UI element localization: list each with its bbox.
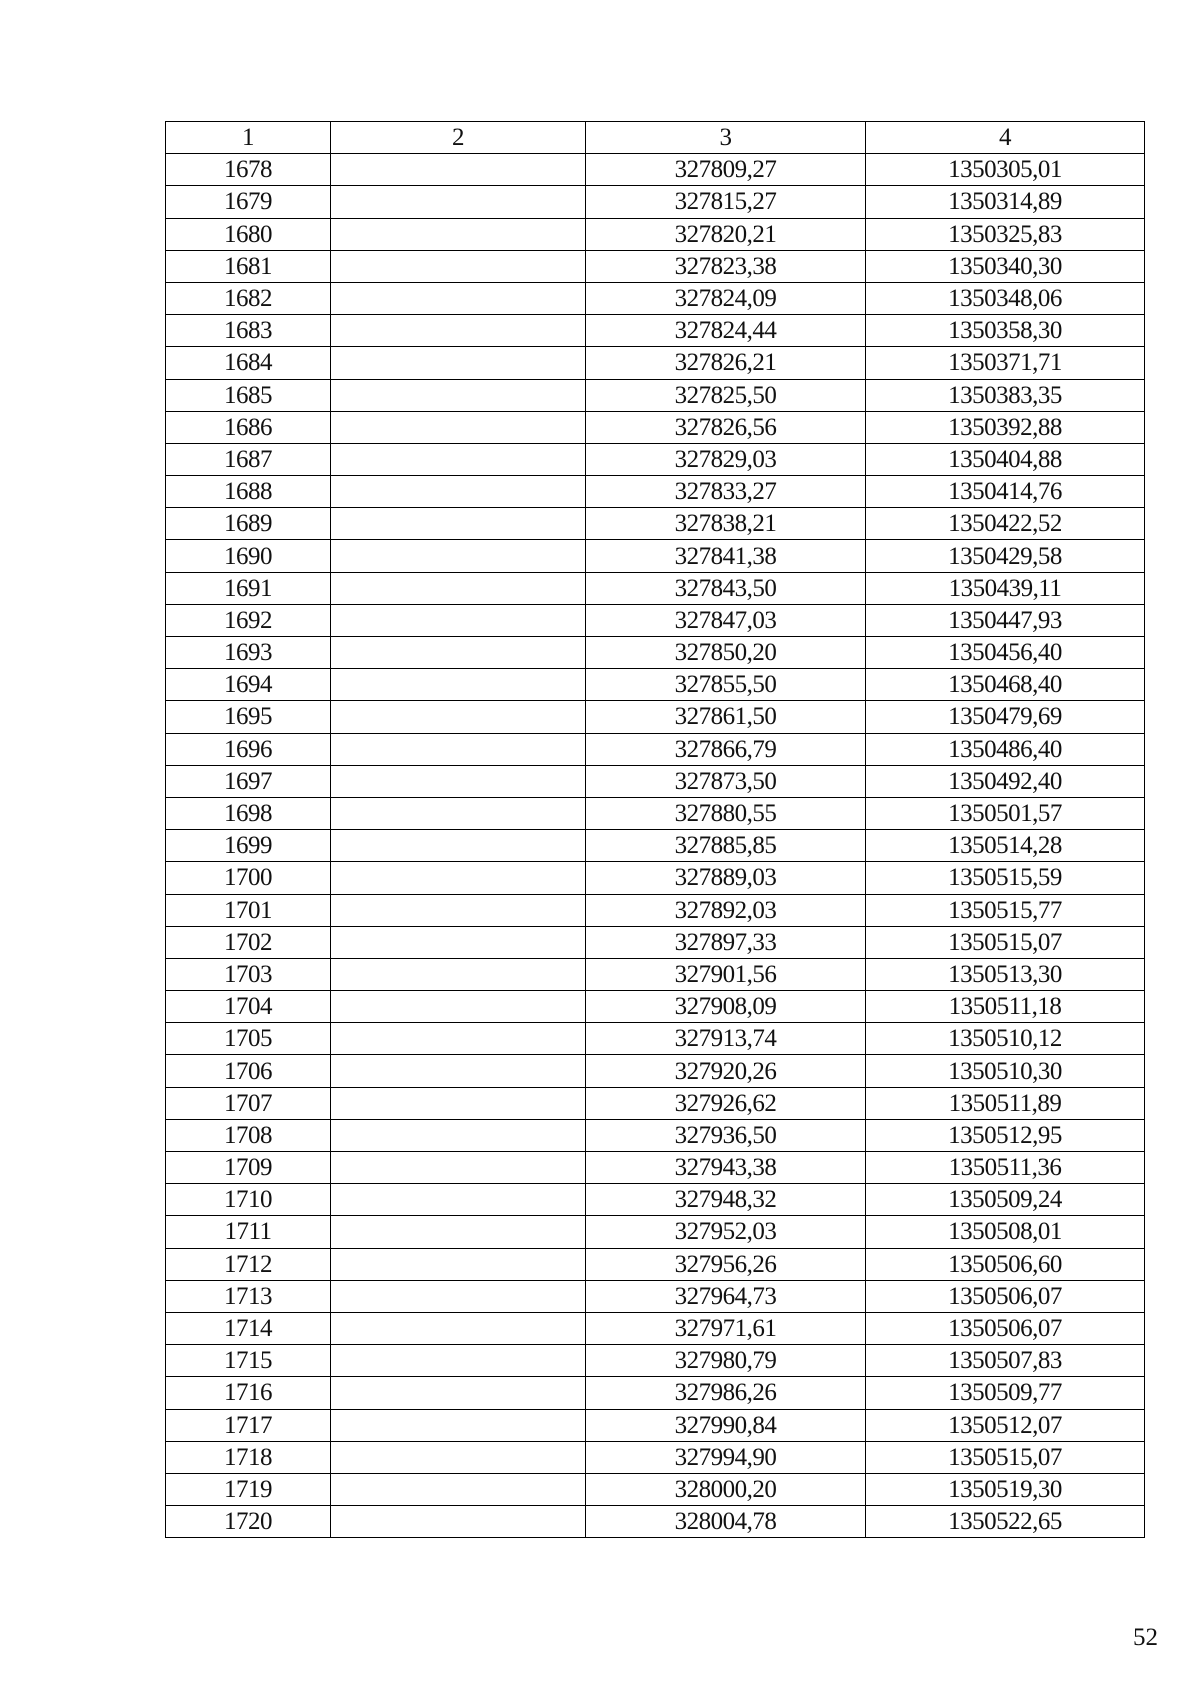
column-2-cell xyxy=(331,604,586,636)
point-number-cell: 1708 xyxy=(166,1119,331,1151)
column-header-2: 2 xyxy=(331,122,586,154)
y-coordinate-cell: 1350429,58 xyxy=(866,540,1145,572)
column-header-3: 3 xyxy=(586,122,866,154)
point-number-cell: 1699 xyxy=(166,830,331,862)
point-number-cell: 1688 xyxy=(166,476,331,508)
point-number-cell: 1702 xyxy=(166,926,331,958)
x-coordinate-cell: 327809,27 xyxy=(586,154,866,186)
point-number-cell: 1707 xyxy=(166,1087,331,1119)
point-number-cell: 1678 xyxy=(166,154,331,186)
table-row xyxy=(166,282,1145,314)
point-number-cell: 1714 xyxy=(166,1312,331,1344)
y-coordinate-cell: 1350510,30 xyxy=(866,1055,1145,1087)
point-number-cell: 1696 xyxy=(166,733,331,765)
table-row xyxy=(166,347,1145,379)
table-row xyxy=(166,669,1145,701)
table-row xyxy=(166,991,1145,1023)
point-number-cell: 1700 xyxy=(166,862,331,894)
point-number-cell: 1711 xyxy=(166,1216,331,1248)
table-row xyxy=(166,862,1145,894)
point-number-cell: 1692 xyxy=(166,604,331,636)
page-number: 52 xyxy=(1133,1624,1158,1651)
column-2-cell xyxy=(331,926,586,958)
table-row xyxy=(166,411,1145,443)
point-number-cell: 1706 xyxy=(166,1055,331,1087)
table-row xyxy=(166,1184,1145,1216)
x-coordinate-cell: 327936,50 xyxy=(586,1119,866,1151)
point-number-cell: 1698 xyxy=(166,797,331,829)
y-coordinate-cell: 1350371,71 xyxy=(866,347,1145,379)
x-coordinate-cell: 327838,21 xyxy=(586,508,866,540)
point-number-cell: 1686 xyxy=(166,411,331,443)
x-coordinate-cell: 327948,32 xyxy=(586,1184,866,1216)
table-row xyxy=(166,1409,1145,1441)
x-coordinate-cell: 327825,50 xyxy=(586,379,866,411)
column-2-cell xyxy=(331,1280,586,1312)
table-row xyxy=(166,1216,1145,1248)
table-row xyxy=(166,379,1145,411)
point-number-cell: 1712 xyxy=(166,1248,331,1280)
y-coordinate-cell: 1350522,65 xyxy=(866,1506,1145,1538)
y-coordinate-cell: 1350512,07 xyxy=(866,1409,1145,1441)
x-coordinate-cell: 327829,03 xyxy=(586,443,866,475)
table-row xyxy=(166,572,1145,604)
column-2-cell xyxy=(331,862,586,894)
x-coordinate-cell: 327956,26 xyxy=(586,1248,866,1280)
x-coordinate-cell: 328004,78 xyxy=(586,1506,866,1538)
point-number-cell: 1683 xyxy=(166,315,331,347)
x-coordinate-cell: 327866,79 xyxy=(586,733,866,765)
point-number-cell: 1695 xyxy=(166,701,331,733)
column-2-cell xyxy=(331,1345,586,1377)
column-2-cell xyxy=(331,1087,586,1119)
header-row xyxy=(166,122,1145,154)
y-coordinate-cell: 1350314,89 xyxy=(866,186,1145,218)
x-coordinate-cell: 327920,26 xyxy=(586,1055,866,1087)
x-coordinate-cell: 327901,56 xyxy=(586,958,866,990)
table-row xyxy=(166,476,1145,508)
x-coordinate-cell: 327986,26 xyxy=(586,1377,866,1409)
table-row xyxy=(166,218,1145,250)
table-row xyxy=(166,1119,1145,1151)
table-row xyxy=(166,186,1145,218)
table-row xyxy=(166,1152,1145,1184)
table-row xyxy=(166,1248,1145,1280)
column-2-cell xyxy=(331,508,586,540)
point-number-cell: 1710 xyxy=(166,1184,331,1216)
column-2-cell xyxy=(331,894,586,926)
x-coordinate-cell: 327826,21 xyxy=(586,347,866,379)
point-number-cell: 1713 xyxy=(166,1280,331,1312)
table-row xyxy=(166,1055,1145,1087)
column-2-cell xyxy=(331,1473,586,1505)
x-coordinate-cell: 327980,79 xyxy=(586,1345,866,1377)
column-2-cell xyxy=(331,830,586,862)
y-coordinate-cell: 1350422,52 xyxy=(866,508,1145,540)
x-coordinate-cell: 327850,20 xyxy=(586,637,866,669)
table-row xyxy=(166,1312,1145,1344)
table-row xyxy=(166,1441,1145,1473)
y-coordinate-cell: 1350511,89 xyxy=(866,1087,1145,1119)
y-coordinate-cell: 1350456,40 xyxy=(866,637,1145,669)
x-coordinate-cell: 327885,85 xyxy=(586,830,866,862)
x-coordinate-cell: 327824,44 xyxy=(586,315,866,347)
table-row xyxy=(166,733,1145,765)
column-2-cell xyxy=(331,411,586,443)
x-coordinate-cell: 327861,50 xyxy=(586,701,866,733)
y-coordinate-cell: 1350507,83 xyxy=(866,1345,1145,1377)
point-number-cell: 1717 xyxy=(166,1409,331,1441)
point-number-cell: 1694 xyxy=(166,669,331,701)
table-row xyxy=(166,604,1145,636)
y-coordinate-cell: 1350515,07 xyxy=(866,1441,1145,1473)
x-coordinate-cell: 327990,84 xyxy=(586,1409,866,1441)
column-2-cell xyxy=(331,991,586,1023)
column-2-cell xyxy=(331,1409,586,1441)
x-coordinate-cell: 327889,03 xyxy=(586,862,866,894)
x-coordinate-cell: 327833,27 xyxy=(586,476,866,508)
column-2-cell xyxy=(331,1506,586,1538)
table-row xyxy=(166,315,1145,347)
point-number-cell: 1715 xyxy=(166,1345,331,1377)
point-number-cell: 1704 xyxy=(166,991,331,1023)
x-coordinate-cell: 328000,20 xyxy=(586,1473,866,1505)
x-coordinate-cell: 327994,90 xyxy=(586,1441,866,1473)
y-coordinate-cell: 1350404,88 xyxy=(866,443,1145,475)
column-2-cell xyxy=(331,540,586,572)
x-coordinate-cell: 327873,50 xyxy=(586,765,866,797)
y-coordinate-cell: 1350509,77 xyxy=(866,1377,1145,1409)
y-coordinate-cell: 1350515,59 xyxy=(866,862,1145,894)
table-row xyxy=(166,1473,1145,1505)
column-2-cell xyxy=(331,250,586,282)
y-coordinate-cell: 1350479,69 xyxy=(866,701,1145,733)
y-coordinate-cell: 1350506,07 xyxy=(866,1312,1145,1344)
y-coordinate-cell: 1350492,40 xyxy=(866,765,1145,797)
column-2-cell xyxy=(331,572,586,604)
column-header-4: 4 xyxy=(866,122,1145,154)
point-number-cell: 1689 xyxy=(166,508,331,540)
x-coordinate-cell: 327913,74 xyxy=(586,1023,866,1055)
column-2-cell xyxy=(331,476,586,508)
x-coordinate-cell: 327815,27 xyxy=(586,186,866,218)
column-2-cell xyxy=(331,1023,586,1055)
y-coordinate-cell: 1350510,12 xyxy=(866,1023,1145,1055)
point-number-cell: 1697 xyxy=(166,765,331,797)
point-number-cell: 1701 xyxy=(166,894,331,926)
y-coordinate-cell: 1350514,28 xyxy=(866,830,1145,862)
x-coordinate-cell: 327908,09 xyxy=(586,991,866,1023)
point-number-cell: 1687 xyxy=(166,443,331,475)
column-2-cell xyxy=(331,958,586,990)
table-row xyxy=(166,508,1145,540)
point-number-cell: 1720 xyxy=(166,1506,331,1538)
x-coordinate-cell: 327823,38 xyxy=(586,250,866,282)
column-header-1: 1 xyxy=(166,122,331,154)
point-number-cell: 1703 xyxy=(166,958,331,990)
x-coordinate-cell: 327971,61 xyxy=(586,1312,866,1344)
table-row xyxy=(166,926,1145,958)
y-coordinate-cell: 1350506,07 xyxy=(866,1280,1145,1312)
table-row xyxy=(166,830,1145,862)
column-2-cell xyxy=(331,347,586,379)
table-row xyxy=(166,1023,1145,1055)
table-row xyxy=(166,154,1145,186)
y-coordinate-cell: 1350511,36 xyxy=(866,1152,1145,1184)
y-coordinate-cell: 1350515,07 xyxy=(866,926,1145,958)
column-2-cell xyxy=(331,186,586,218)
table-row xyxy=(166,765,1145,797)
point-number-cell: 1718 xyxy=(166,1441,331,1473)
x-coordinate-cell: 327897,33 xyxy=(586,926,866,958)
column-2-cell xyxy=(331,1055,586,1087)
y-coordinate-cell: 1350515,77 xyxy=(866,894,1145,926)
column-2-cell xyxy=(331,733,586,765)
x-coordinate-cell: 327943,38 xyxy=(586,1152,866,1184)
coordinates-table xyxy=(165,121,1145,1538)
column-2-cell xyxy=(331,797,586,829)
column-2-cell xyxy=(331,701,586,733)
y-coordinate-cell: 1350519,30 xyxy=(866,1473,1145,1505)
column-2-cell xyxy=(331,282,586,314)
y-coordinate-cell: 1350506,60 xyxy=(866,1248,1145,1280)
y-coordinate-cell: 1350447,93 xyxy=(866,604,1145,636)
point-number-cell: 1680 xyxy=(166,218,331,250)
x-coordinate-cell: 327847,03 xyxy=(586,604,866,636)
y-coordinate-cell: 1350414,76 xyxy=(866,476,1145,508)
column-2-cell xyxy=(331,443,586,475)
y-coordinate-cell: 1350439,11 xyxy=(866,572,1145,604)
x-coordinate-cell: 327855,50 xyxy=(586,669,866,701)
point-number-cell: 1693 xyxy=(166,637,331,669)
column-2-cell xyxy=(331,1312,586,1344)
table-row xyxy=(166,637,1145,669)
point-number-cell: 1682 xyxy=(166,282,331,314)
point-number-cell: 1684 xyxy=(166,347,331,379)
column-2-cell xyxy=(331,637,586,669)
column-2-cell xyxy=(331,765,586,797)
y-coordinate-cell: 1350348,06 xyxy=(866,282,1145,314)
y-coordinate-cell: 1350513,30 xyxy=(866,958,1145,990)
column-2-cell xyxy=(331,1184,586,1216)
point-number-cell: 1685 xyxy=(166,379,331,411)
column-2-cell xyxy=(331,154,586,186)
y-coordinate-cell: 1350486,40 xyxy=(866,733,1145,765)
point-number-cell: 1709 xyxy=(166,1152,331,1184)
point-number-cell: 1705 xyxy=(166,1023,331,1055)
point-number-cell: 1716 xyxy=(166,1377,331,1409)
y-coordinate-cell: 1350509,24 xyxy=(866,1184,1145,1216)
x-coordinate-cell: 327843,50 xyxy=(586,572,866,604)
column-2-cell xyxy=(331,1441,586,1473)
y-coordinate-cell: 1350508,01 xyxy=(866,1216,1145,1248)
x-coordinate-cell: 327826,56 xyxy=(586,411,866,443)
x-coordinate-cell: 327880,55 xyxy=(586,797,866,829)
table-row xyxy=(166,958,1145,990)
x-coordinate-cell: 327820,21 xyxy=(586,218,866,250)
table-row xyxy=(166,894,1145,926)
table-header xyxy=(166,122,1145,154)
column-2-cell xyxy=(331,315,586,347)
column-2-cell xyxy=(331,1152,586,1184)
y-coordinate-cell: 1350305,01 xyxy=(866,154,1145,186)
column-2-cell xyxy=(331,1248,586,1280)
table-row xyxy=(166,443,1145,475)
column-2-cell xyxy=(331,218,586,250)
table-row xyxy=(166,540,1145,572)
table-row xyxy=(166,1280,1145,1312)
table-body xyxy=(166,154,1145,1538)
table-row xyxy=(166,1506,1145,1538)
point-number-cell: 1719 xyxy=(166,1473,331,1505)
point-number-cell: 1681 xyxy=(166,250,331,282)
table-row xyxy=(166,701,1145,733)
table-row xyxy=(166,1087,1145,1119)
column-2-cell xyxy=(331,1377,586,1409)
column-2-cell xyxy=(331,1216,586,1248)
table-row xyxy=(166,1345,1145,1377)
y-coordinate-cell: 1350325,83 xyxy=(866,218,1145,250)
y-coordinate-cell: 1350468,40 xyxy=(866,669,1145,701)
y-coordinate-cell: 1350340,30 xyxy=(866,250,1145,282)
x-coordinate-cell: 327952,03 xyxy=(586,1216,866,1248)
column-2-cell xyxy=(331,1119,586,1151)
x-coordinate-cell: 327892,03 xyxy=(586,894,866,926)
x-coordinate-cell: 327926,62 xyxy=(586,1087,866,1119)
x-coordinate-cell: 327841,38 xyxy=(586,540,866,572)
y-coordinate-cell: 1350511,18 xyxy=(866,991,1145,1023)
column-2-cell xyxy=(331,379,586,411)
point-number-cell: 1679 xyxy=(166,186,331,218)
table-row xyxy=(166,250,1145,282)
column-2-cell xyxy=(331,669,586,701)
y-coordinate-cell: 1350392,88 xyxy=(866,411,1145,443)
y-coordinate-cell: 1350358,30 xyxy=(866,315,1145,347)
table-row xyxy=(166,797,1145,829)
y-coordinate-cell: 1350501,57 xyxy=(866,797,1145,829)
y-coordinate-cell: 1350512,95 xyxy=(866,1119,1145,1151)
point-number-cell: 1690 xyxy=(166,540,331,572)
point-number-cell: 1691 xyxy=(166,572,331,604)
x-coordinate-cell: 327964,73 xyxy=(586,1280,866,1312)
y-coordinate-cell: 1350383,35 xyxy=(866,379,1145,411)
table-row xyxy=(166,1377,1145,1409)
x-coordinate-cell: 327824,09 xyxy=(586,282,866,314)
